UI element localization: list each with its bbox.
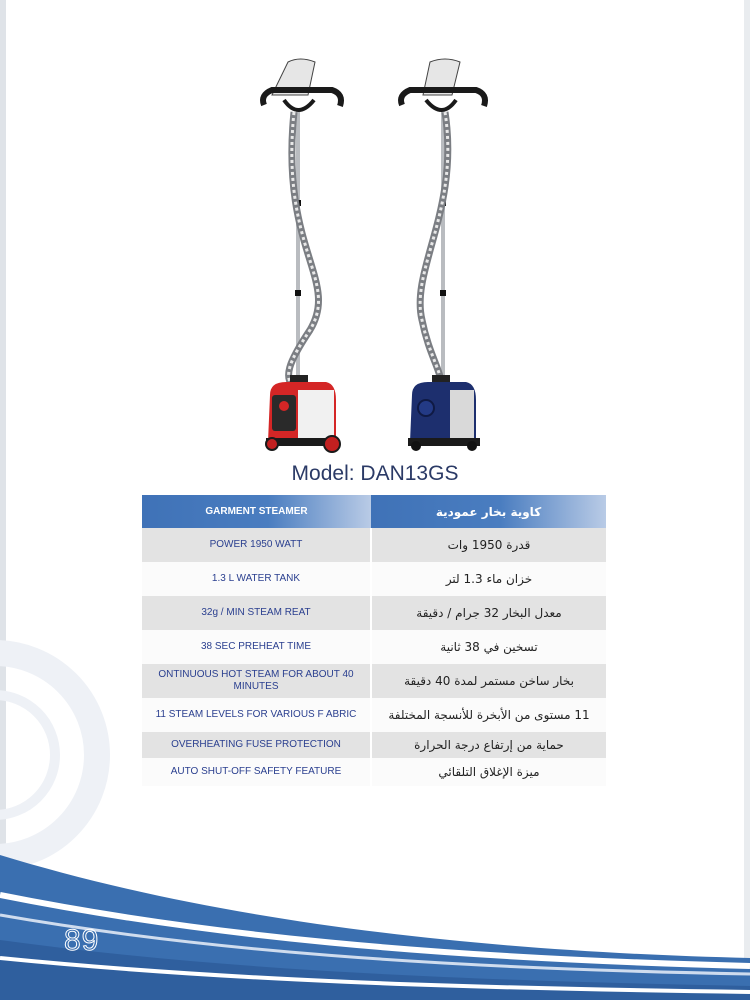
spec-english: 1.3 L WATER TANK xyxy=(142,562,371,596)
spec-arabic: بخار ساخن مستمر لمدة 40 دقيقة xyxy=(404,674,574,688)
table-row xyxy=(142,664,606,698)
spec-arabic: خزان ماء 1.3 لتر xyxy=(445,572,533,586)
spec-english: AUTO SHUT-OFF SAFETY FEATURE xyxy=(142,758,371,786)
footer-wave-decoration xyxy=(0,840,750,1000)
spec-arabic: 11 مستوى من الأبخرة للأنسجة المختلفة xyxy=(388,708,590,722)
table-row xyxy=(142,562,606,596)
page-number: 89 xyxy=(64,924,100,957)
garment-steamer-red xyxy=(263,59,341,452)
spec-english: 32g / MIN STEAM REAT xyxy=(142,596,371,630)
table-header-row xyxy=(142,495,606,528)
spec-english: 38 SEC PREHEAT TIME xyxy=(142,630,371,664)
table-row xyxy=(142,596,606,630)
spec-arabic: ميزة الإغلاق التلقائي xyxy=(438,765,540,779)
table-row xyxy=(142,758,606,786)
product-image-pair xyxy=(240,50,510,460)
spec-english: OVERHEATING FUSE PROTECTION xyxy=(142,732,371,758)
garment-steamer-blue xyxy=(401,59,485,451)
table-row xyxy=(142,630,606,664)
spec-arabic: معدل البخار 32 جرام / دقيقة xyxy=(416,606,562,620)
table-row xyxy=(142,698,606,732)
spec-english: ONTINUOUS HOT STEAM FOR ABOUT 40 MINUTES xyxy=(142,664,371,698)
spec-english: POWER 1950 WATT xyxy=(142,528,371,562)
spec-arabic: حماية من إرتفاع درجة الحرارة xyxy=(414,738,564,752)
header-english: GARMENT STEAMER xyxy=(142,495,371,528)
spec-arabic: تسخين في 38 ثانية xyxy=(440,640,538,654)
spec-english: 11 STEAM LEVELS FOR VARIOUS F ABRIC xyxy=(142,698,371,732)
specifications-table xyxy=(142,495,606,786)
table-row xyxy=(142,732,606,758)
model-title: Model: DAN13GS xyxy=(291,462,459,485)
table-row xyxy=(142,528,606,562)
spec-arabic: قدرة 1950 وات xyxy=(447,538,531,552)
header-arabic: كاوية بخار عمودية xyxy=(371,495,606,528)
